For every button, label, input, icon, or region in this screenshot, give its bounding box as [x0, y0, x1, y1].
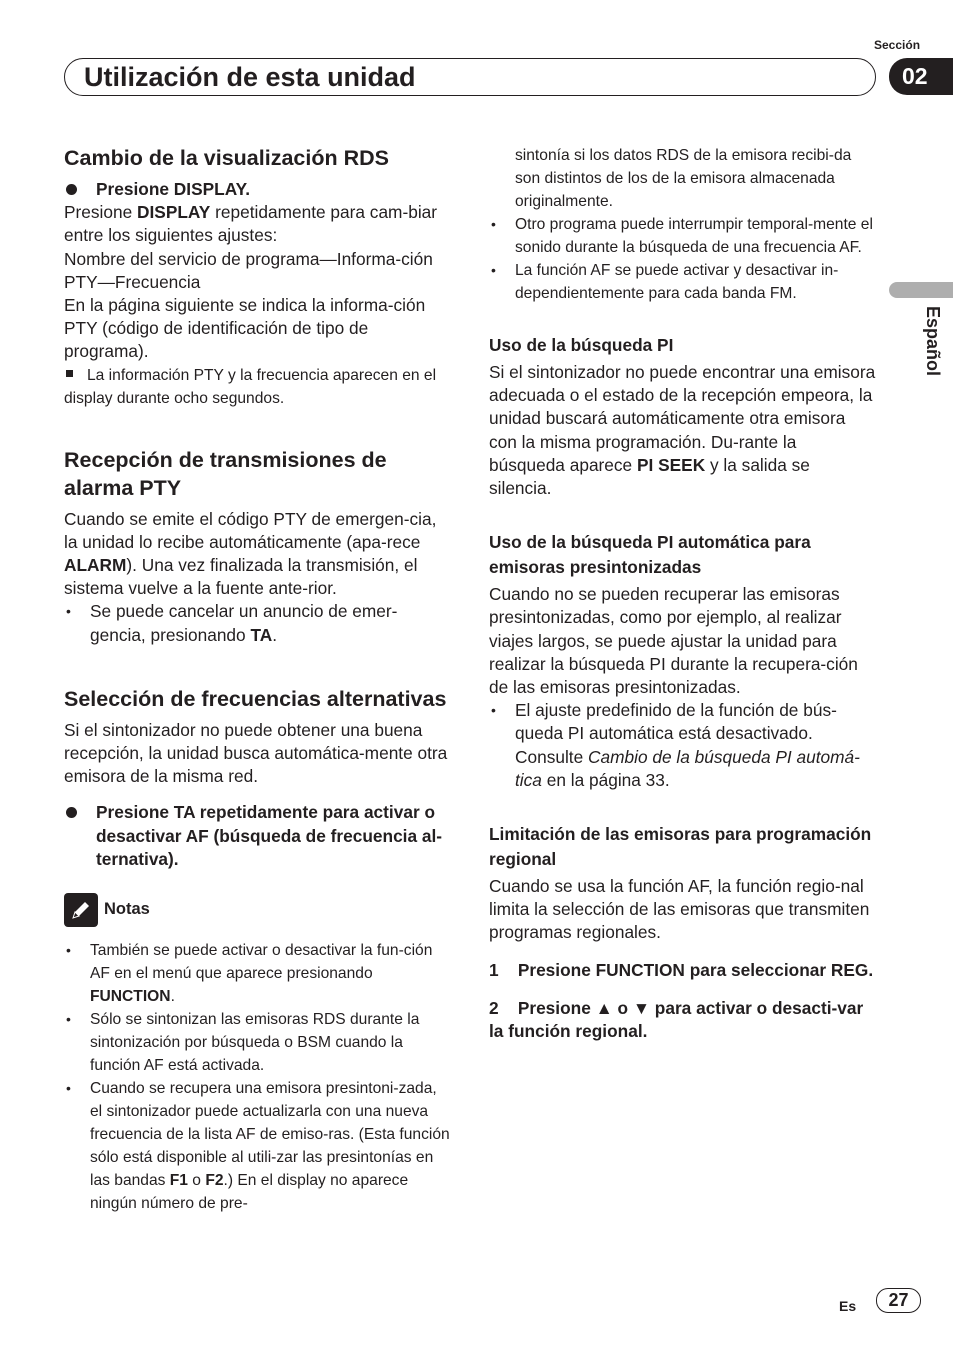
- paragraph-rds-1: Presione DISPLAY repetidamente para cam-biar entre los siguientes ajustes:: [64, 202, 438, 246]
- language-tab-bar: [889, 282, 953, 298]
- heading-rds-display: Cambio de la visualización RDS: [64, 146, 389, 170]
- section-title: Utilización de esta unidad: [84, 62, 416, 92]
- heading-regional: Limitación de las emisoras para programación regional: [489, 824, 872, 870]
- page-number: 27: [876, 1288, 921, 1313]
- heading-af: Selección de frecuencias alternativas: [64, 686, 447, 711]
- step-press-ta: Presione TA repetidamente para activar o desactivar AF (búsqueda de frecuencia al-ternativa).: [64, 801, 452, 871]
- bullet-icon: •: [66, 1080, 71, 1097]
- paragraph-pi-auto: Cuando no se pueden recuperar las emisoras presintonizadas, como por ejemplo, al realizar viajes largos, se puede ajustar la unidad para realizar la búsqueda PI durante la recupera-ción de las emisoras presintonizadas.: [489, 584, 858, 698]
- bullet-dot-icon: [66, 807, 77, 818]
- bullet-icon: •: [66, 1011, 71, 1028]
- paragraph-regional: Cuando se usa la función AF, la función regio-nal limita la selección de las emisoras que transmiten programas regionales.: [489, 876, 870, 943]
- note-continuation: sintonía si los datos RDS de la emisora recibi-da son distintos de los de la emisora almacenada originalmente.: [515, 147, 852, 210]
- step-2: 2 Presione ▲ o ▼ para activar o desacti-var la función regional.: [489, 997, 869, 1042]
- pencil-icon: [64, 893, 98, 927]
- list-item: • Otro programa puede interrumpir temporal-mente el sonido durante la búsqueda de una frecuencia AF.: [489, 213, 877, 259]
- paragraph-pi: Si el sintonizador no puede encontrar una emisora adecuada o el estado de la recepción empeora, la unidad buscará automáticamente otra emisora con la misma programación. Du-rante la búsqueda aparece PI SEEK y la salida se silencia.: [489, 362, 876, 499]
- paragraph-alarm: Cuando se emite el código PTY de emergen-cia, la unidad lo recibe automáticamente (apa-rece ALARM). Una vez finalizada la transmisión, el sistema vuelve a la fuente ante-rior.: [64, 508, 437, 599]
- paragraph-rds-2: Nombre del servicio de programa—Informa-ción PTY—Frecuencia: [64, 248, 433, 292]
- bullet-icon: •: [491, 702, 496, 719]
- language-code: Es: [839, 1298, 857, 1314]
- bullet-dot-icon: [66, 184, 77, 195]
- list-item: • El ajuste predefinido de la función de bús-queda PI automática está desactivado. Consulte Cambio de la búsqueda PI automá-tica en la página 33.: [491, 700, 860, 790]
- list-item: • Cuando se recupera una emisora presintoni-zada, el sintonizador puede actualizarla con una nueva frecuencia de la lista AF de emiso-ras. (Esta función sólo está disponible al utili-zar las presintonías en las bandas F1 o F2.) En el display no aparece ningún número de pre-: [64, 1077, 452, 1215]
- list-item: • La función AF se puede activar y desactivar in-dependientemente para cada banda FM.: [489, 259, 877, 305]
- paragraph-af: Si el sintonizador no puede obtener una buena recepción, la unidad busca automática-mente otra emisora de la misma red.: [64, 719, 448, 787]
- bullet-icon: •: [66, 603, 71, 620]
- left-column: [64, 144, 452, 1215]
- language-tab-label: Español: [923, 306, 943, 377]
- notes-header: Notas: [64, 893, 452, 927]
- bullet-icon: •: [491, 262, 496, 278]
- step-press-display: Presione DISPLAY.: [64, 178, 452, 201]
- section-label: Sección: [874, 38, 921, 52]
- heading-pi-auto: Uso de la búsqueda PI automática para emisoras presintonizadas: [489, 532, 811, 578]
- heading-pi-search: Uso de la búsqueda PI: [489, 335, 674, 355]
- list-item: • También se puede activar o desactivar la fun-ción AF en el menú que aparece presionando FUNCTION.: [64, 939, 452, 1008]
- list-item: • Se puede cancelar un anuncio de emer-gencia, presionando TA.: [66, 601, 398, 645]
- paragraph-rds-3: En la página siguiente se indica la informa-ción PTY (código de identificación de tipo de programa).: [64, 295, 426, 362]
- step-1: 1 Presione FUNCTION para seleccionar REG.: [489, 959, 874, 980]
- note-rds: La información PTY y la frecuencia aparecen en el display durante ocho segundos.: [64, 366, 437, 407]
- bullet-icon: •: [66, 942, 71, 959]
- bullet-icon: •: [491, 216, 496, 232]
- list-item: • Sólo se sintonizan las emisoras RDS durante la sintonización por búsqueda o BSM cuando la función AF está activada.: [64, 1008, 452, 1077]
- section-number-badge: 02: [889, 58, 953, 95]
- right-column: [489, 144, 877, 1043]
- note-square-icon: [66, 370, 73, 377]
- heading-pty-alarm: Recepción de transmisiones de alarma PTY: [64, 447, 387, 500]
